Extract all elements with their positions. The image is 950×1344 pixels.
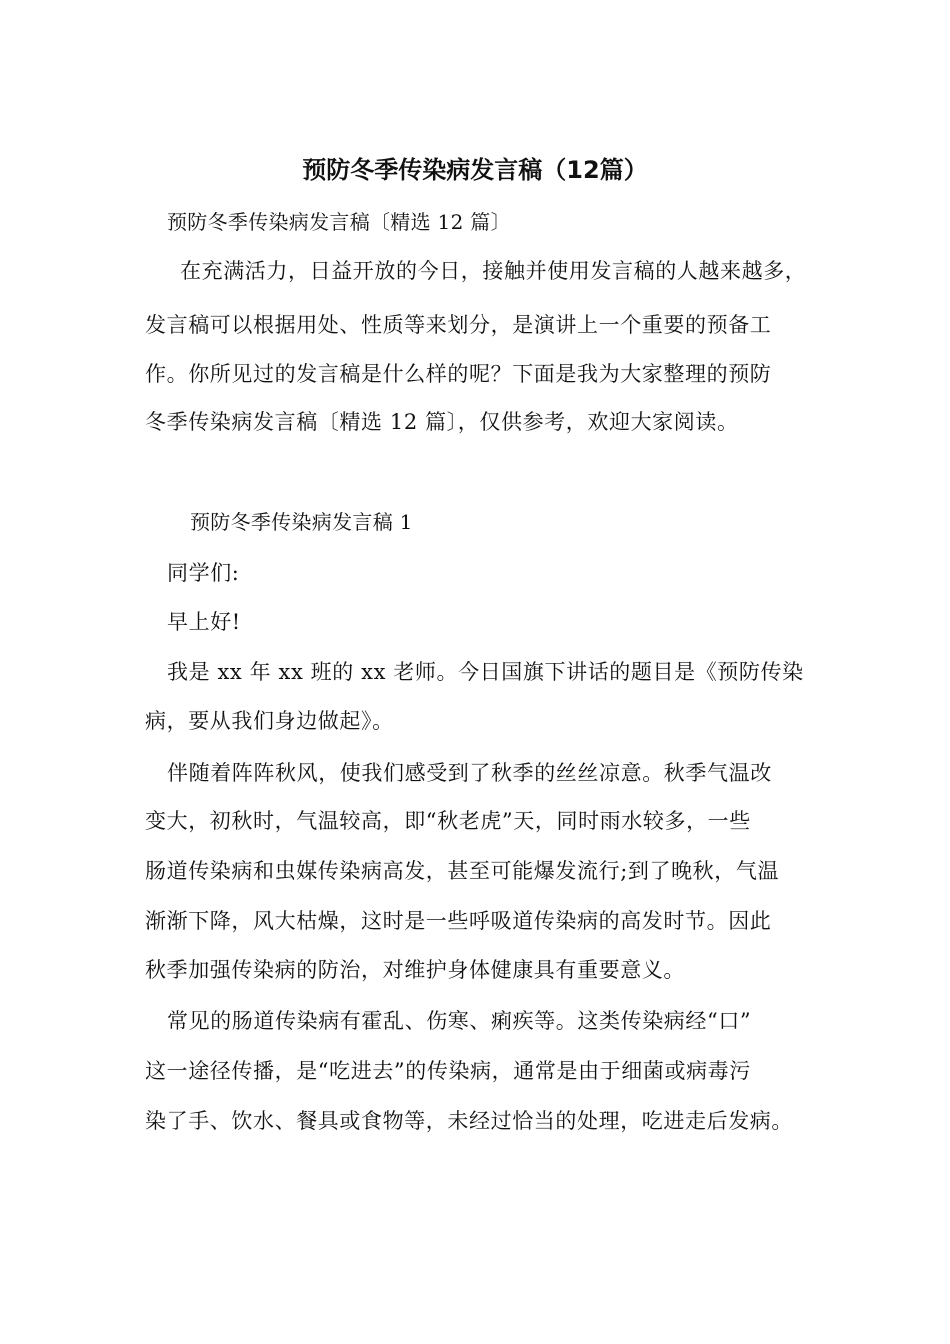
intro-line: 作。你所见过的发言稿是什么样的呢？下面是我为大家整理的预防 — [145, 362, 772, 386]
subtitle: 预防冬季传染病发言稿〔精选 12 篇〕 — [167, 210, 511, 234]
paragraph-line: 常见的肠道传染病有霍乱、伤寒、痢疾等。这类传染病经“口” — [167, 1009, 752, 1033]
greeting: 同学们: — [167, 561, 240, 585]
intro-line: 发言稿可以根据用处、性质等来划分，是演讲上一个重要的预备工 — [145, 313, 772, 337]
paragraph-line: 伴随着阵阵秋风，使我们感受到了秋季的丝丝凉意。秋季气温改 — [167, 761, 772, 785]
paragraph-line: 病，要从我们身边做起》。 — [145, 709, 394, 733]
intro-line: 在充满活力，日益开放的今日，接触并使用发言稿的人越来越多， — [180, 259, 807, 283]
paragraph-line: 渐渐下降，风大枯燥，这时是一些呼吸道传染病的高发时节。因此 — [145, 909, 772, 933]
document-title: 预防冬季传染病发言稿（12篇） — [302, 156, 648, 184]
paragraph-line: 我是 xx 年 xx 班的 xx 老师。今日国旗下讲话的题目是《预防传染 — [167, 660, 804, 684]
intro-line: 冬季传染病发言稿〔精选 12 篇〕，仅供参考，欢迎大家阅读。 — [145, 410, 739, 434]
paragraph-line: 染了手、饮水、餐具或食物等，未经过恰当的处理，吃进走后发病。 — [145, 1109, 793, 1133]
paragraph-line: 秋季加强传染病的防治，对维护身体健康具有重要意义。 — [145, 958, 685, 982]
section-heading: 预防冬季传染病发言稿 1 — [190, 510, 413, 534]
paragraph-line: 肠道传染病和虫媒传染病高发，甚至可能爆发流行;到了晚秋，气温 — [145, 859, 780, 883]
morning-greeting: 早上好! — [167, 610, 241, 634]
paragraph-line: 这一途径传播，是“吃进去”的传染病，通常是由于细菌或病毒污 — [145, 1059, 751, 1083]
paragraph-line: 变大，初秋时，气温较高，即“秋老虎”天，同时雨水较多，一些 — [145, 809, 751, 833]
